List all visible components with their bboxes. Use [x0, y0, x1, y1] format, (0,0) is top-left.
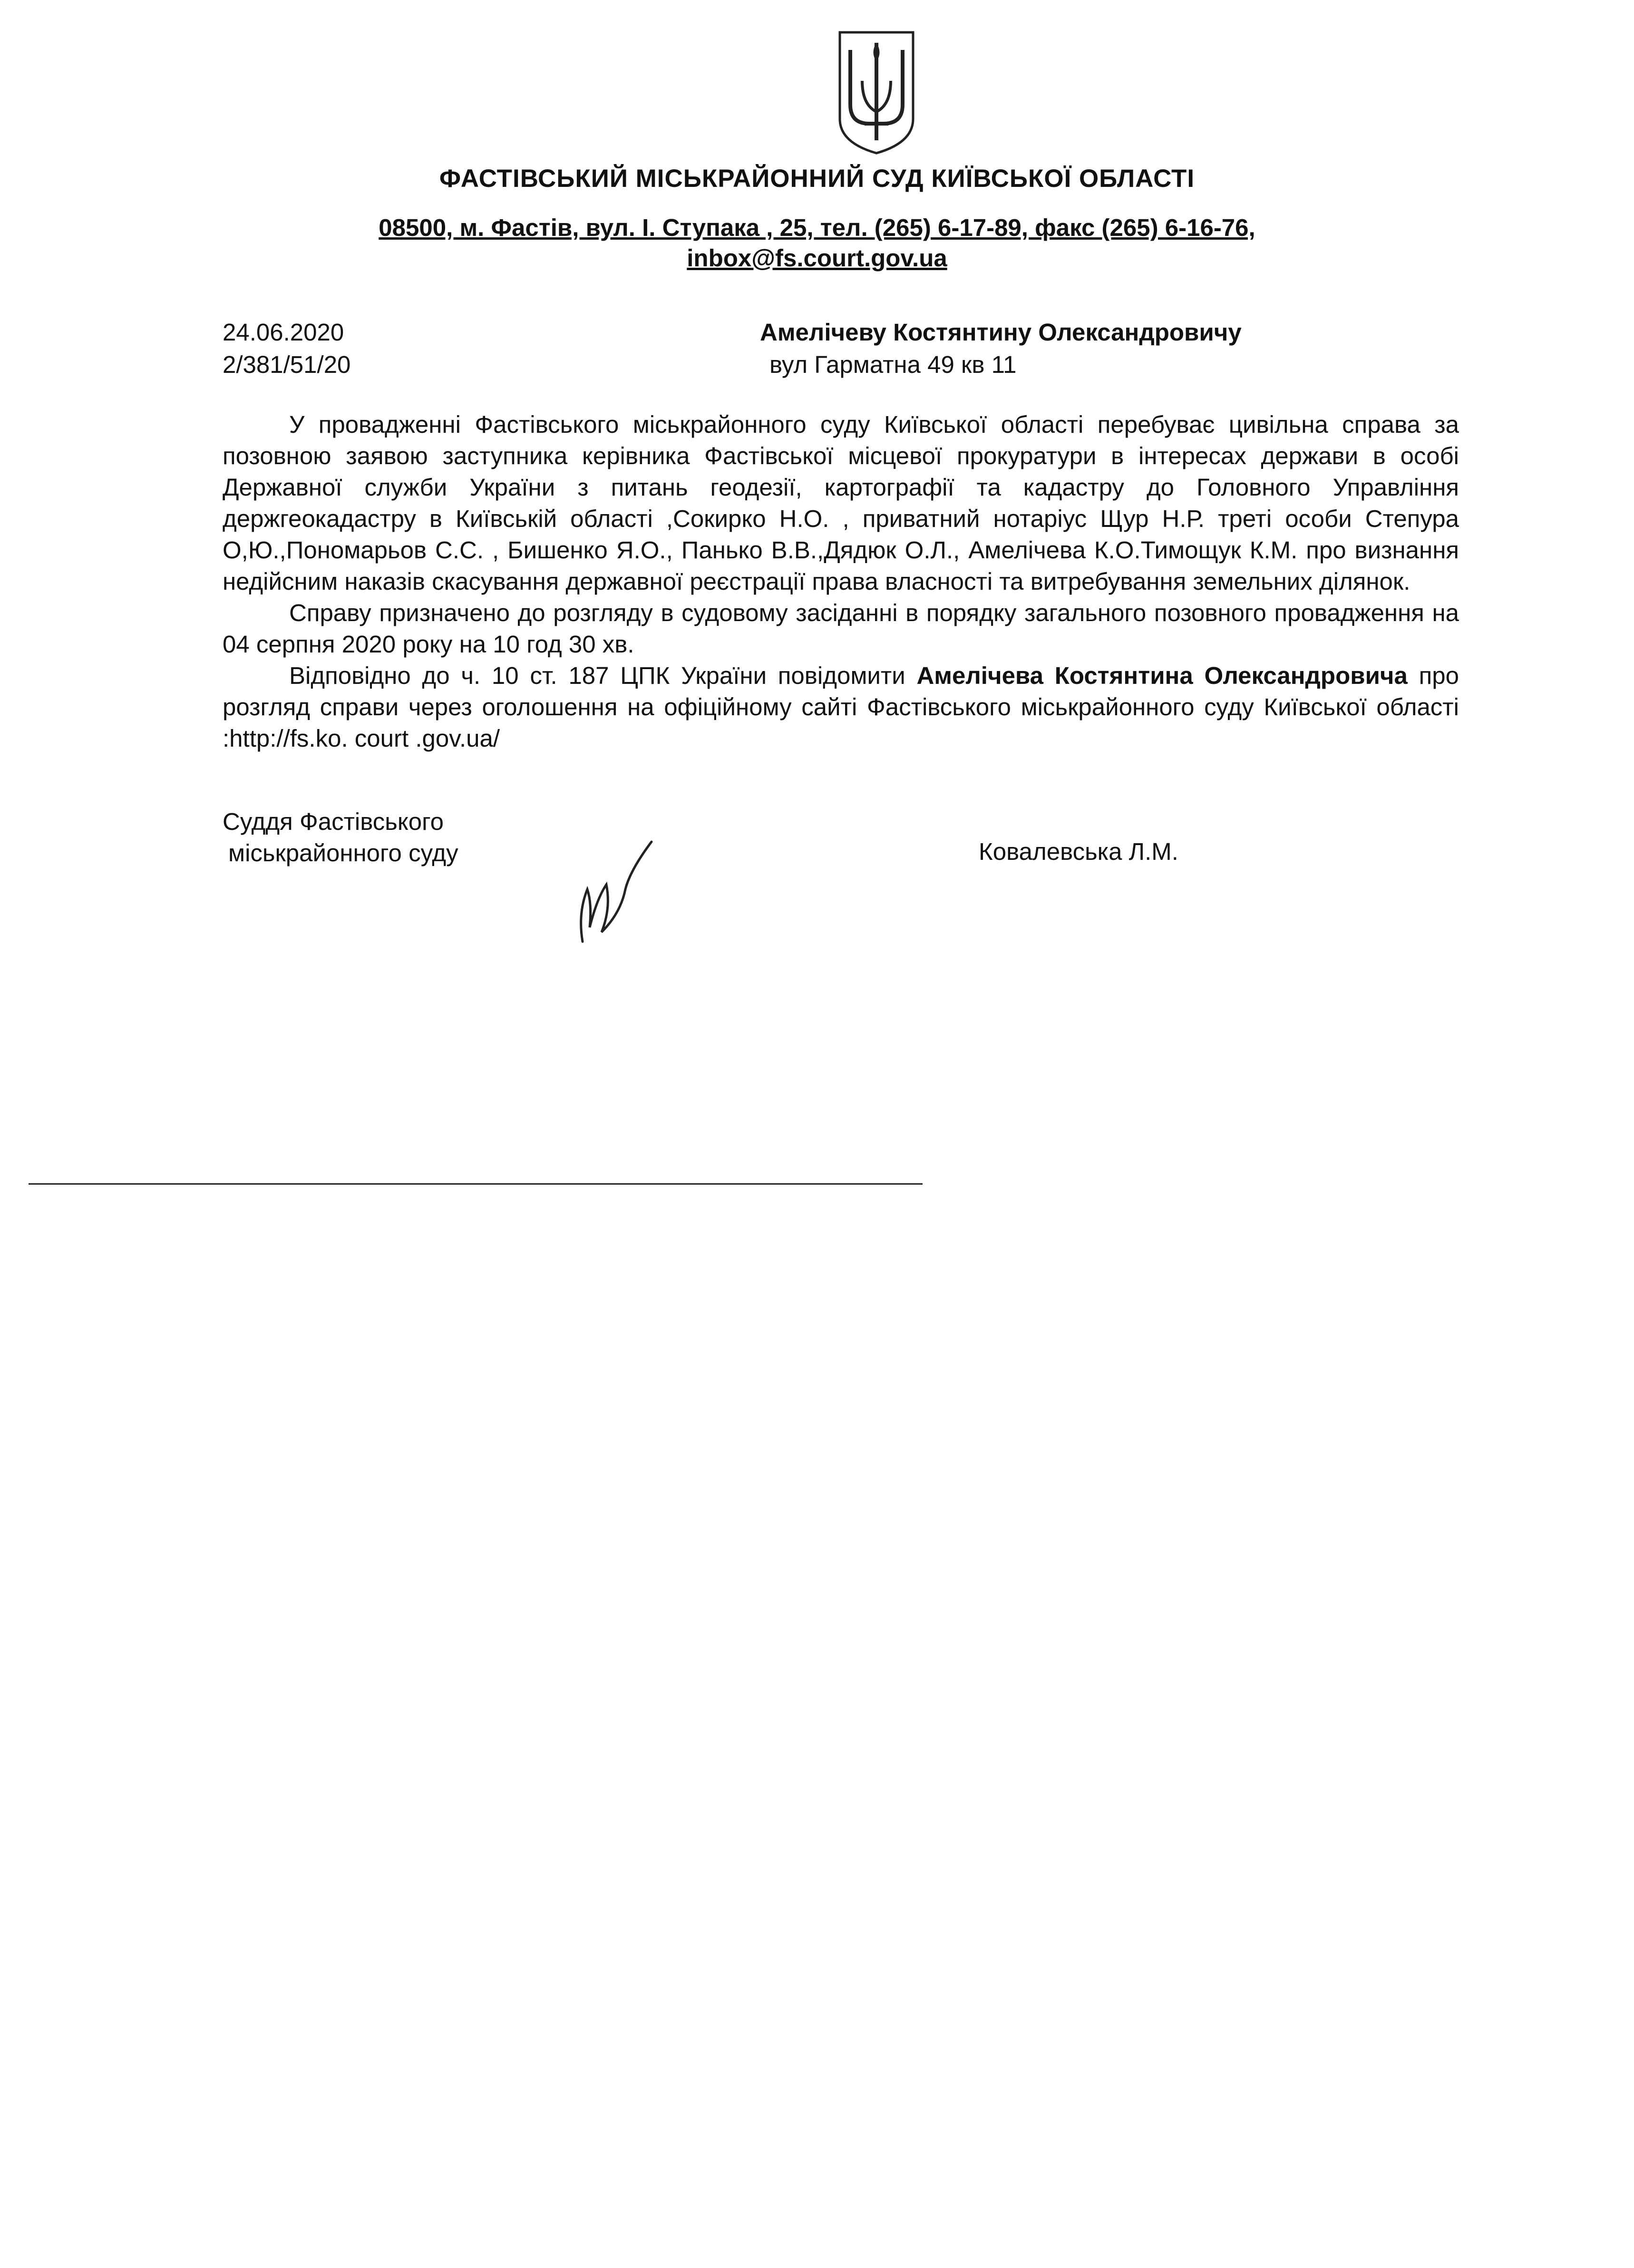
- signatory-role: [223, 806, 458, 869]
- court-address: [0, 213, 1634, 273]
- body-paragraph-3: [223, 660, 1459, 754]
- body-paragraph-1: У провадженні Фастівського міськрайонного суду Київської області перебуває цивільна справа за позовною заявою заступника керівника Фастівської місцевої прокуратури в інтересах держави в особі Державної служби України з питань геодезії, картографії та кадастру до Головного Управління держгеокадастру в Київській області ,Сокирко Н.О. , приватний нотаріус Щур Н.Р. треті особи Степура О,Ю.,Пономарьов С.С. , Бишенко Я.О., Панько В.В.,Дядюк О.Л., Амелічева К.О.Тимощук К.М. про визнання недійсним наказів скасування державної реєстрації права власності та витребування земельних ділянок.: [223, 411, 1459, 595]
- defendant-name: Амелічева Костянтина Олександровича: [916, 662, 1408, 689]
- court-address-line: 08500, м. Фастів, вул. І. Ступака , 25, тел. (265) 6-17-89, факс (265) 6-16-76,: [379, 214, 1255, 241]
- trident-emblem-icon: [836, 29, 917, 157]
- recipient-block: [760, 316, 1242, 381]
- paragraph-3-end: про розгляд справи через оголошення на офіційному сайті Фастівського міськрайонного суду Київської області :http://fs.ko. court .gov.ua/: [223, 662, 1459, 752]
- letter-date: 24.06.2020: [223, 319, 344, 346]
- letter-body: [223, 409, 1459, 754]
- signatory-role-line-1: Суддя Фастівського: [223, 808, 444, 835]
- letter-meta: [223, 316, 350, 381]
- signatory-role-line-2: міськрайонного суду: [228, 839, 458, 866]
- recipient-name: Амелічеву Костянтину Олександровичу: [760, 319, 1242, 346]
- court-title: ФАСТІВСЬКИЙ МІСЬКРАЙОННИЙ СУД КИЇВСЬКОЇ ОБЛАСТІ: [439, 165, 1195, 193]
- handwritten-signature: [568, 832, 663, 951]
- judge-name: Ковалевська Л.М.: [979, 838, 1178, 865]
- body-paragraph-2: Справу призначено до розгляду в судовому засіданні в порядку загального позовного провадження на 04 серпня 2020 року на 10 год 30 хв.: [223, 599, 1459, 658]
- recipient-address: вул Гарматна 49 кв 11: [769, 351, 1017, 378]
- paragraph-3-start: Відповідно до ч. 10 ст. 187 ЦПК України повідомити: [289, 662, 917, 689]
- court-email: inbox@fs.court.gov.ua: [687, 244, 947, 272]
- letter-reference: 2/381/51/20: [223, 351, 351, 378]
- divider-line: [29, 1183, 923, 1185]
